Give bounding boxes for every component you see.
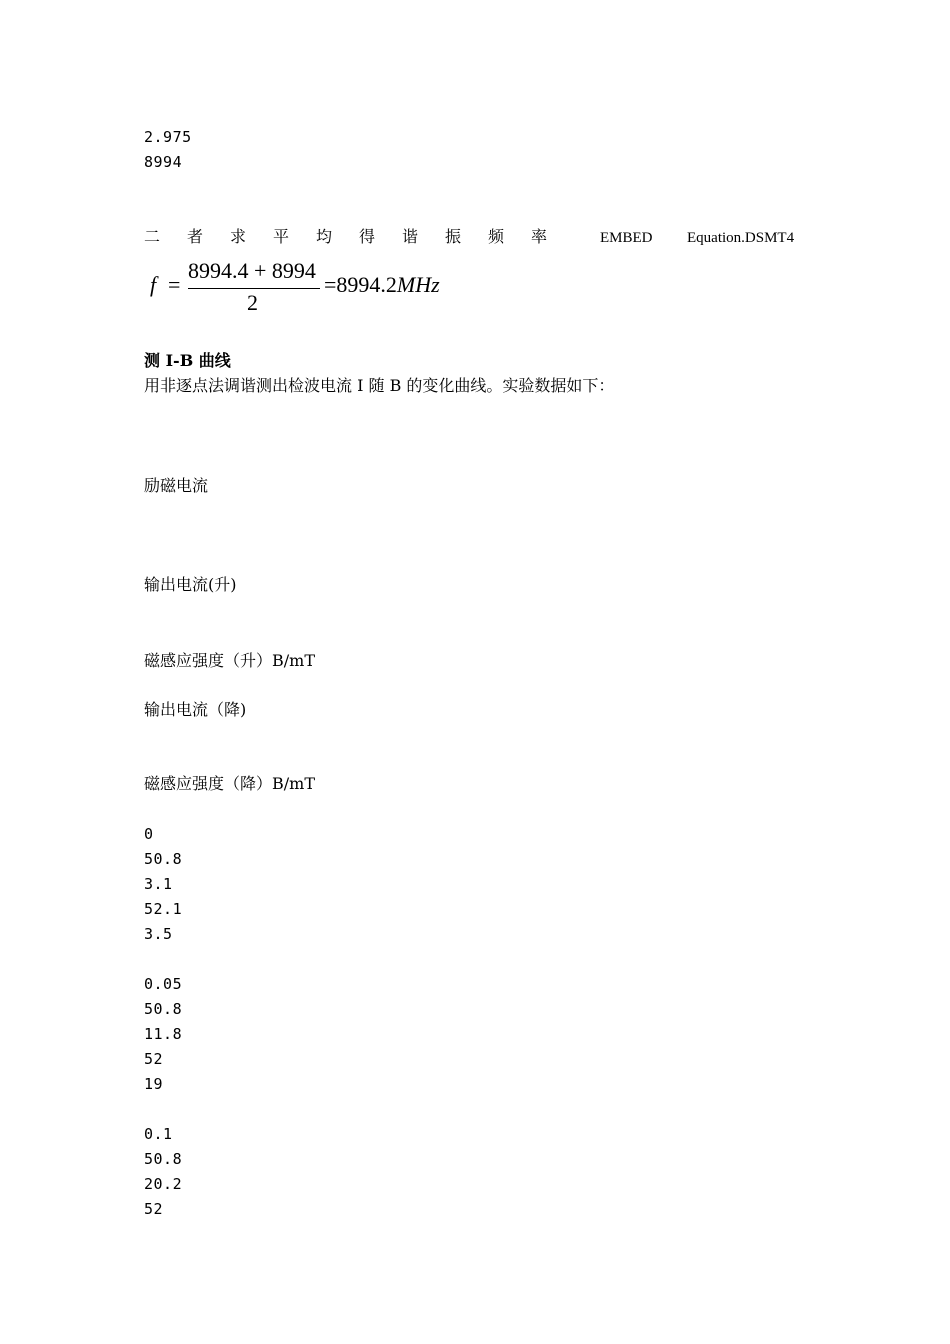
table-header: 输出电流(升) bbox=[144, 575, 237, 594]
table-cell: 20.2 bbox=[144, 1175, 183, 1193]
table-cell: 0 bbox=[144, 825, 154, 843]
table-cell: 50.8 bbox=[144, 850, 183, 868]
equation-numerator: 8994.4 + 8994 bbox=[188, 258, 316, 283]
sentence-char: 者 bbox=[187, 227, 204, 246]
equation-variable: f bbox=[150, 272, 157, 297]
table-header: 磁感应强度（升）B/mT bbox=[144, 651, 315, 670]
average-sentence bbox=[144, 227, 574, 247]
table-cell: 52.1 bbox=[144, 900, 183, 918]
embed-word: EMBED bbox=[600, 230, 653, 246]
table-cell: 19 bbox=[144, 1075, 164, 1093]
table-cell: 50.8 bbox=[144, 1000, 183, 1018]
table-cell: 52 bbox=[144, 1200, 164, 1218]
table-cell: 11.8 bbox=[144, 1025, 183, 1043]
table-cell: 0.05 bbox=[144, 975, 183, 993]
table-cell: 3.1 bbox=[144, 875, 173, 893]
top-value: 2.975 bbox=[144, 128, 192, 146]
top-value: 8994 bbox=[144, 153, 183, 171]
table-cell: 0.1 bbox=[144, 1125, 173, 1143]
embed-object: Equation.DSMT4 bbox=[687, 230, 795, 246]
table-header: 输出电流（降) bbox=[144, 700, 247, 719]
equation-result bbox=[324, 272, 440, 298]
table-header: 励磁电流 bbox=[144, 476, 209, 495]
table-header: 磁感应强度（降）B/mT bbox=[144, 774, 315, 793]
sentence-char: 振 bbox=[445, 227, 462, 246]
section-intro: 用非逐点法调谐测出检波电流 I 随 B 的变化曲线。实验数据如下： bbox=[144, 376, 615, 395]
fraction-bar bbox=[188, 288, 320, 289]
sentence-char: 均 bbox=[316, 227, 333, 246]
sentence-char: 平 bbox=[273, 227, 290, 246]
equation-unit: MHz bbox=[396, 272, 440, 297]
table-cell: 3.5 bbox=[144, 925, 173, 943]
sentence-char: 求 bbox=[230, 227, 247, 246]
sentence-char: 率 bbox=[531, 227, 548, 246]
sentence-char: 谐 bbox=[402, 227, 419, 246]
sentence-char: 频 bbox=[488, 227, 505, 246]
equation-equals: = bbox=[168, 272, 181, 297]
equation-result-value: =8994.2 bbox=[324, 272, 397, 297]
sentence-char: 二 bbox=[144, 227, 161, 246]
frequency-equation bbox=[144, 258, 484, 318]
table-cell: 52 bbox=[144, 1050, 164, 1068]
section-title: 测 I-B 曲线 bbox=[144, 351, 231, 370]
table-cell: 50.8 bbox=[144, 1150, 183, 1168]
equation-denominator: 2 bbox=[247, 290, 258, 315]
sentence-char: 得 bbox=[359, 227, 376, 246]
